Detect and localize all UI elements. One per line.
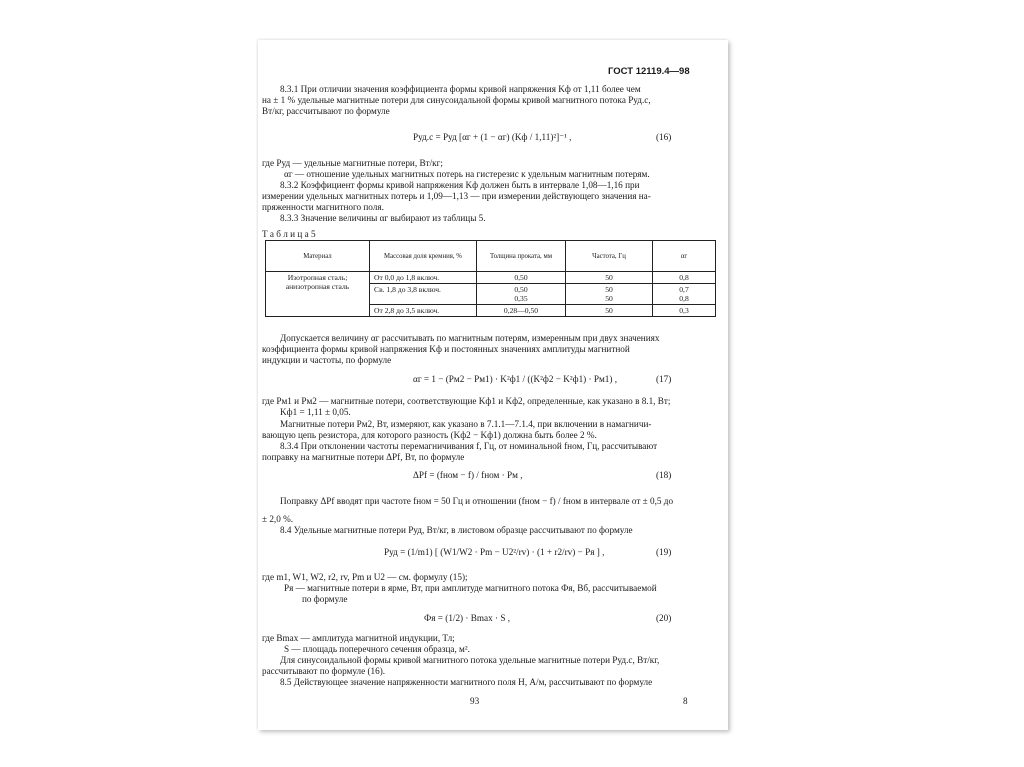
where-20-line-3: Для синусоидальной формы кривой магнитного потока удельные магнитные потери Pуд.с, Вт/кг, bbox=[280, 655, 660, 665]
para-831-line-2: на ± 1 % удельные магнитные потери для синусоидальной формы кривой магнитного потока Pуд.с, bbox=[262, 95, 651, 105]
where-17-line-3: Магнитные потери Pм2, Вт, измеряют, как указано в 7.1.1—7.1.4, при включении в намагничи- bbox=[280, 419, 652, 429]
para-corr-line-1: Поправку ΔPf вводят при частоте fном = 50 Гц и отношении (fном − f) / fном в интервале от ± 0,5 до bbox=[280, 496, 674, 506]
formula-17-number: (17) bbox=[656, 374, 672, 384]
para-834-line-1: 8.3.4 При отклонении частоты перемагничивания f, Гц, от номинальной fном, Гц, рассчитывают bbox=[280, 441, 658, 451]
where-19-line-2: Pя — магнитные потери в ярме, Вт, при амплитуде магнитного потока Фя, Вб, рассчитываемой bbox=[284, 583, 657, 593]
alpha-value: 0,7 bbox=[679, 285, 689, 294]
header-thickness: Толщина проката, мм bbox=[477, 241, 566, 272]
page-number-right: 8 bbox=[683, 696, 688, 706]
table-5-caption: Т а б л и ц а 5 bbox=[262, 229, 316, 239]
para-833: 8.3.3 Значение величины αг выбирают из таблицы 5. bbox=[280, 213, 486, 223]
para-allow-line-1: Допускается величину αг рассчитывать по магнитным потерям, измеренным при двух значениях bbox=[280, 333, 660, 343]
formula-19: Pуд = (1/m1) [ (W1/W2 · Pm − U2²/rv) · (1 + r2/rv) − Pя ] , bbox=[384, 547, 605, 557]
formula-19-number: (19) bbox=[656, 547, 672, 557]
silicon-cell: От 2,8 до 3,5 включ. bbox=[370, 305, 477, 317]
table-5 bbox=[265, 240, 716, 317]
para-834-line-2: поправку на магнитные потери ΔPf, Вт, по формуле bbox=[262, 452, 465, 462]
formula-20: Фя = (1/2) · Bmax · S , bbox=[424, 613, 511, 623]
page-number-left: 93 bbox=[470, 696, 480, 706]
header-material: Материал bbox=[266, 241, 370, 272]
frequency-value: 50 bbox=[605, 294, 613, 303]
table-header-row bbox=[266, 241, 716, 272]
para-84: 8.4 Удельные магнитные потери Pуд, Вт/кг, в листовом образце рассчитывают по формуле bbox=[280, 525, 633, 535]
para-allow-line-3: индукции и частоты, по формуле bbox=[262, 355, 392, 365]
para-85: 8.5 Действующее значение напряженности магнитного поля H, А/м, рассчитывают по формуле bbox=[280, 677, 653, 687]
formula-16: Pуд.с = Pуд [αг + (1 − αг) (Kф / 1,11)²]⁻¹ , bbox=[413, 132, 572, 142]
where-19-line-3: по формуле bbox=[302, 594, 348, 604]
silicon-cell: Св. 1,8 до 3,8 включ. bbox=[370, 284, 477, 305]
frequency-cell: 50 bbox=[566, 305, 653, 317]
formula-16-number: (16) bbox=[656, 132, 672, 142]
where-19-line-1: где m1, W1, W2, r2, rv, Pm и U2 — см. формулу (15); bbox=[262, 572, 468, 582]
where-16-line-1: где Pуд — удельные магнитные потери, Вт/кг; bbox=[262, 158, 443, 168]
material-cell: Изотропная сталь; анизотропная сталь bbox=[266, 272, 370, 317]
thickness-cell bbox=[477, 284, 566, 305]
para-corr-line-2: ± 2,0 %. bbox=[262, 514, 294, 524]
alpha-value: 0,8 bbox=[679, 294, 689, 303]
formula-20-number: (20) bbox=[656, 613, 672, 623]
where-17-line-4: вающую цепь резистора, для которого разность (Kф2 − Kф1) должна быть более 2 %. bbox=[262, 430, 597, 440]
thickness-value: 0,50 bbox=[514, 285, 528, 294]
formula-18-number: (18) bbox=[656, 470, 672, 480]
para-832-line-1: 8.3.2 Коэффициент формы кривой напряжения Kф должен быть в интервале 1,08—1,16 при bbox=[280, 180, 640, 190]
where-17-line-2: Kф1 = 1,11 ± 0,05. bbox=[280, 407, 351, 417]
formula-18: ΔPf = (fном − f) / fном · Pм , bbox=[413, 470, 523, 480]
para-832-line-3: пряженности магнитного поля. bbox=[262, 202, 384, 212]
alpha-cell: 0,8 bbox=[653, 272, 716, 284]
alpha-cell bbox=[653, 284, 716, 305]
silicon-cell: От 0,0 до 1,8 включ. bbox=[370, 272, 477, 284]
formula-17: αг = 1 − (Pм2 − Pм1) · K²ф1 / ((K²ф2 − K²ф1) · Pм1) , bbox=[413, 374, 618, 384]
standard-number: ГОСТ 12119.4—98 bbox=[608, 66, 690, 77]
document-page bbox=[258, 40, 728, 730]
where-20-line-2: S — площадь поперечного сечения образца, м². bbox=[284, 644, 470, 654]
thickness-cell: 0,28—0,50 bbox=[477, 305, 566, 317]
table-row bbox=[266, 272, 716, 284]
thickness-cell: 0,50 bbox=[477, 272, 566, 284]
where-17-line-1: где Pм1 и Pм2 — магнитные потери, соответствующие Kф1 и Kф2, определенные, как указано в 8.1, Вт; bbox=[262, 396, 671, 406]
frequency-value: 50 bbox=[605, 285, 613, 294]
header-alpha: αг bbox=[653, 241, 716, 272]
para-831-line-3: Вт/кг, рассчитывают по формуле bbox=[262, 106, 390, 116]
where-16-line-2: αг — отношение удельных магнитных потерь на гистерезис к удельным магнитным потерям. bbox=[284, 169, 650, 179]
frequency-cell bbox=[566, 284, 653, 305]
header-frequency: Частота, Гц bbox=[566, 241, 653, 272]
para-allow-line-2: коэффициента формы кривой напряжения Kф и постоянных значениях амплитуды магнитной bbox=[262, 344, 630, 354]
para-831-line-1: 8.3.1 При отличии значения коэффициента формы кривой напряжения Kф от 1,11 более чем bbox=[280, 84, 641, 94]
where-20-line-4: рассчитывают по формуле (16). bbox=[262, 666, 386, 676]
thickness-value: 0,35 bbox=[514, 294, 528, 303]
para-832-line-2: измерении удельных магнитных потерь и 1,09—1,13 — при измерении действующего значения на- bbox=[262, 191, 651, 201]
frequency-cell: 50 bbox=[566, 272, 653, 284]
where-20-line-1: где Bmax — амплитуда магнитной индукции, Тл; bbox=[262, 633, 455, 643]
header-silicon: Массовая доля кремния, % bbox=[370, 241, 477, 272]
alpha-cell: 0,3 bbox=[653, 305, 716, 317]
